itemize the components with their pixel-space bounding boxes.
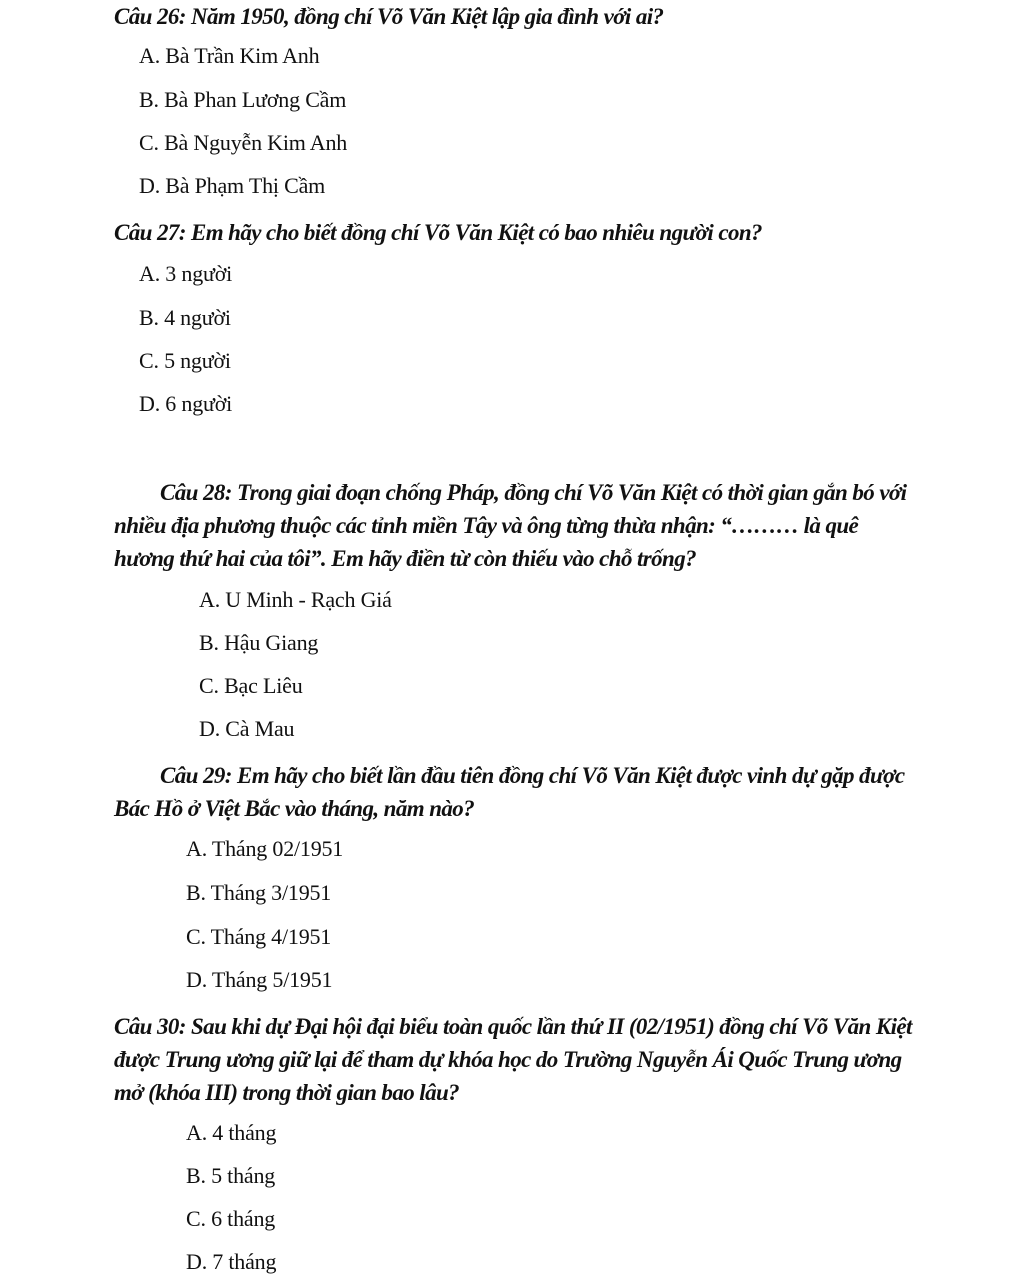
question-26-option-a: A. Bà Trần Kim Anh <box>139 43 320 68</box>
question-28-option-b: B. Hậu Giang <box>199 630 319 655</box>
question-30-option-c: C. 6 tháng <box>186 1206 276 1231</box>
question-26-option-d: D. Bà Phạm Thị Cầm <box>139 173 326 198</box>
question-27-option-c: C. 5 người <box>139 348 231 373</box>
question-27-option-b: B. 4 người <box>139 305 231 330</box>
question-27-option-a: A. 3 người <box>139 261 233 286</box>
question-29-prompt: Câu 29: Em hãy cho biết lần đầu tiên đồng chí Võ Văn Kiệt được vinh dự gặp được Bác Hồ ở Việt Bắc vào tháng, năm nào? <box>114 763 905 821</box>
question-30-option-a: A. 4 tháng <box>186 1120 277 1145</box>
question-30-prompt: Câu 30: Sau khi dự Đại hội đại biểu toàn quốc lần thứ II (02/1951) đồng chí Võ Văn Kiệt được Trung ương giữ lại để tham dự khóa học do Trường Nguyễn Ái Quốc Trung ương mở (khóa III) trong thời gian bao lâu? <box>114 1014 912 1105</box>
question-29-option-c: C. Tháng 4/1951 <box>186 924 332 949</box>
question-28-option-c: C. Bạc Liêu <box>199 673 303 698</box>
question-28-option-d: D. Cà Mau <box>199 716 295 741</box>
question-28-prompt: Câu 28: Trong giai đoạn chống Pháp, đồng chí Võ Văn Kiệt có thời gian gắn bó với nhiều địa phương thuộc các tỉnh miền Tây và ông từng thừa nhận: “……… là quê hương thứ hai của tôi”. Em hãy điền từ còn thiếu vào chỗ trống? <box>114 480 907 571</box>
question-26-prompt: Câu 26: Năm 1950, đồng chí Võ Văn Kiệt lập gia đình với ai? <box>114 4 664 29</box>
question-29-option-a: A. Tháng 02/1951 <box>186 836 344 861</box>
question-28-option-a: A. U Minh - Rạch Giá <box>199 587 392 612</box>
question-26-option-c: C. Bà Nguyễn Kim Anh <box>139 130 348 155</box>
question-29-option-d: D. Tháng 5/1951 <box>186 967 333 992</box>
question-30-option-d: D. 7 tháng <box>186 1249 277 1274</box>
question-27-option-d: D. 6 người <box>139 391 233 416</box>
question-26-option-b: B. Bà Phan Lương Cầm <box>139 87 347 112</box>
question-27-prompt: Câu 27: Em hãy cho biết đồng chí Võ Văn Kiệt có bao nhiêu người con? <box>114 220 762 245</box>
question-29-option-b: B. Tháng 3/1951 <box>186 880 332 905</box>
question-30-option-b: B. 5 tháng <box>186 1163 276 1188</box>
